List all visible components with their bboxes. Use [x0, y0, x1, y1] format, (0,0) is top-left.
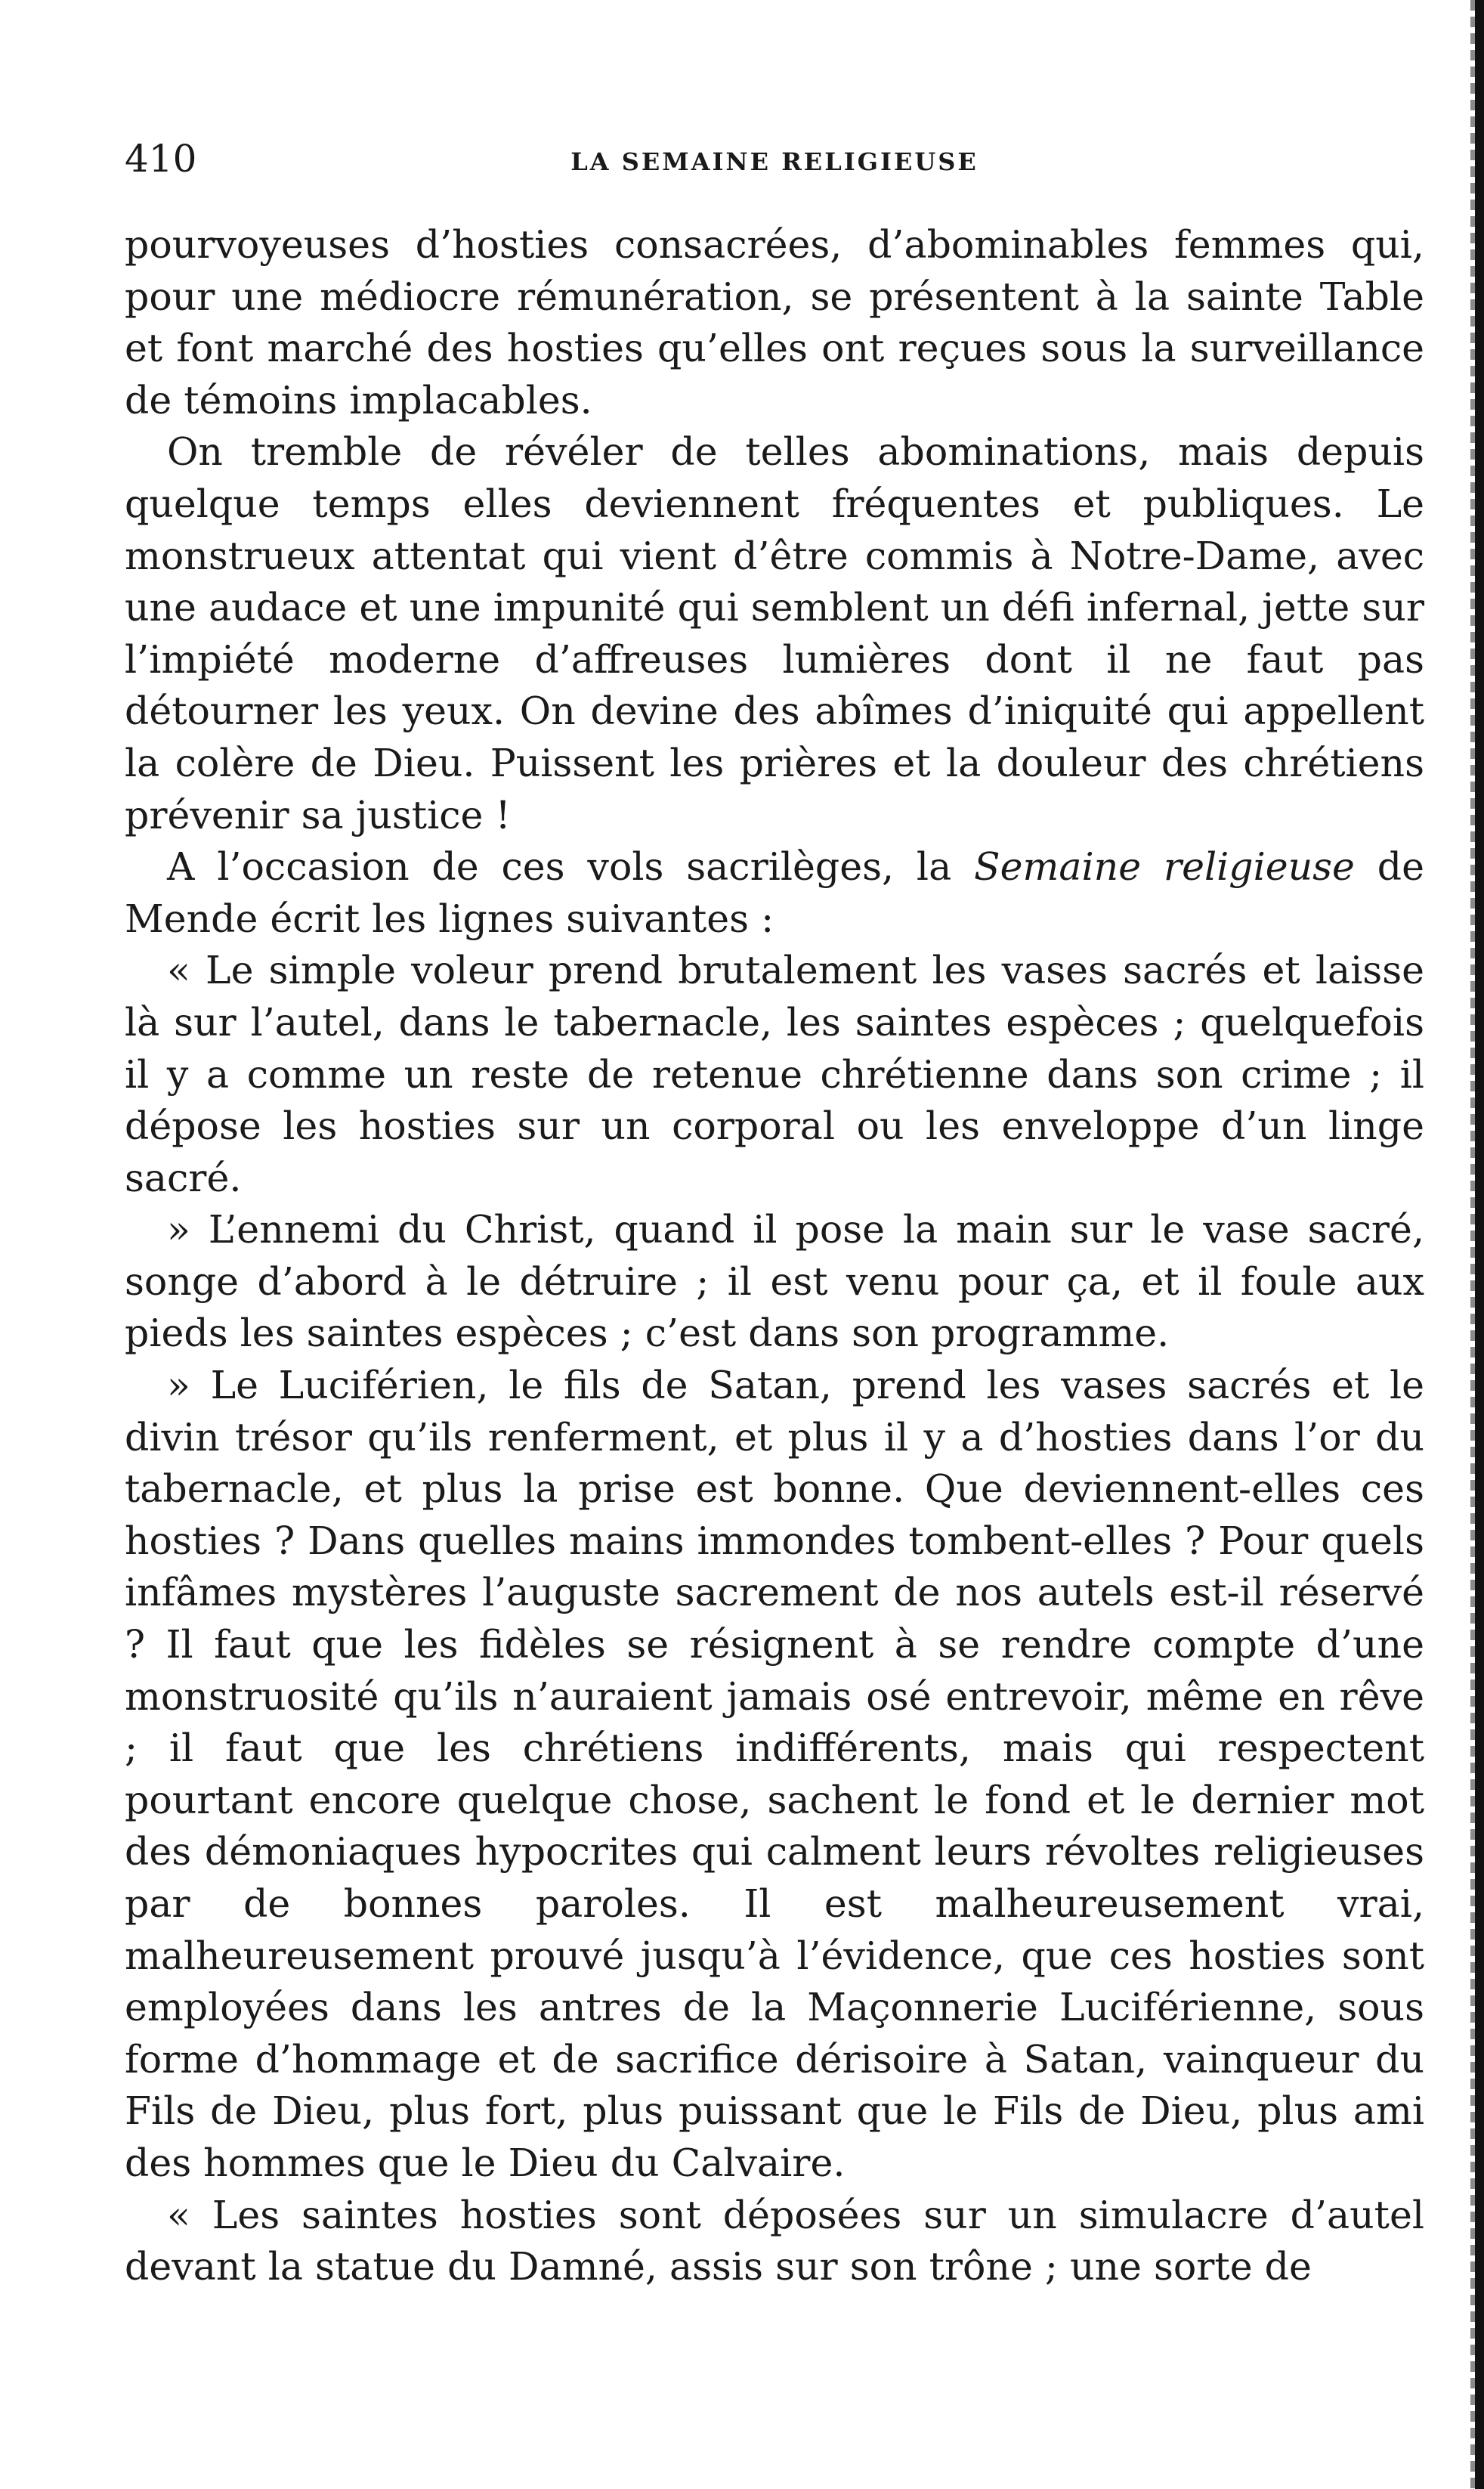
- scan-edge: [1475, 0, 1484, 2489]
- paragraph: On tremble de révéler de telles abominations, mais depuis quelque temps elles deviennent fréquentes et publiques. Le monstrueux attentat qui vient d’être commis à Notre-Dame, avec une audace et une impunité qui semblent un défi infernal, jette sur l’impiété moderne d’affreuses lumières dont il ne faut pas détourner les yeux. On devine des abîmes d’iniquité qui appellent la colère de Dieu. Puissent les prières et la douleur des chrétiens prévenir sa justice !: [125, 429, 1424, 837]
- publication-title: Semaine religieuse: [974, 844, 1355, 890]
- quoted-paragraph: » L’ennemi du Christ, quand il pose la main sur le vase sacré, songe d’abord à le détruire ; il est venu pour ça, et il foule aux pieds les saintes espèces ; c’est dans son programme.: [125, 1207, 1424, 1356]
- paragraph-text: A l’occasion de ces vols sacrilèges, la: [167, 844, 975, 890]
- quoted-paragraph: » Le Luciférien, le fils de Satan, prend les vases sacrés et le divin trésor qu’ils renferment, et plus il y a d’hosties dans l’or du tabernacle, et plus la prise est bonne. Que deviennent-elles ces hosties ? Dans quelles mains immondes tombent-elles ? Pour quels infâmes mystères l’auguste sacrement de nos autels est-il réservé ? Il faut que les fidèles se résignent à se rendre compte d’une monstruosité qu’ils n’auraient jamais osé entrevoir, même en rêve ; il faut que les chrétiens indifférents, mais qui respectent pourtant encore quelque chose, sachent le fond et le dernier mot des démoniaques hypocrites qui calment leurs révoltes religieuses par de bonnes paroles. Il est malheureusement vrai, malheureusement prouvé jusqu’à l’évidence, que ces hosties sont employées dans les antres de la Maçonnerie Luciférienne, sous forme d’hommage et de sacrifice dérisoire à Satan, vainqueur du Fils de Dieu, plus fort, plus puissant que le Fils de Dieu, plus ami des hommes que le Dieu du Calvaire.: [125, 1363, 1424, 2185]
- page-header: [125, 132, 1424, 185]
- paragraph-continuation: pourvoyeuses d’hosties consacrées, d’abominables femmes qui, pour une médiocre rémunération, se présentent à la sainte Table et font marché des hosties qu’elles ont reçues sous la surveillance de témoins implacables.: [125, 222, 1424, 423]
- page-number: 410: [125, 137, 197, 181]
- body-text: [125, 219, 1424, 2293]
- paragraph-with-citation: [125, 841, 1424, 945]
- paragraph-text: de Mende écrit les lignes suivantes :: [125, 844, 1425, 941]
- quoted-paragraph: « Le simple voleur prend brutalement les vases sacrés et laisse là sur l’autel, dans le tabernacle, les saintes espèces ; quelquefois il y a comme un reste de retenue chrétienne dans son crime ; il dépose les hosties sur un corporal ou les enveloppe d’un linge sacré.: [125, 948, 1424, 1200]
- quoted-paragraph: « Les saintes hosties sont déposées sur un simulacre d’autel devant la statue du Damné, assis sur son trône ; une sorte de: [125, 2192, 1424, 2289]
- running-title: LA SEMAINE RELIGIEUSE: [570, 147, 979, 176]
